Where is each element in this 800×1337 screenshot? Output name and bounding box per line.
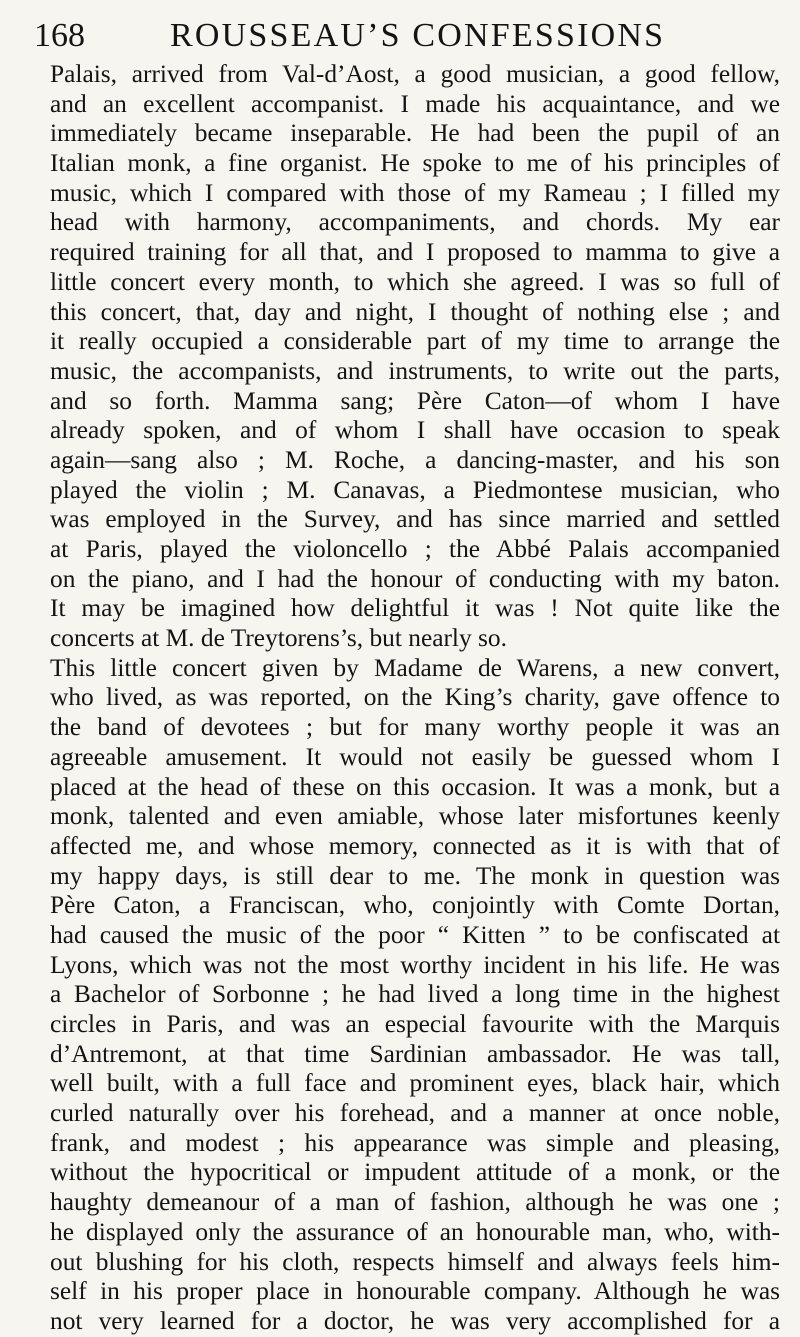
text-line: was employed in the Survey, and has since married and settled: [50, 505, 780, 534]
text-line: self in his proper place in honourable company. Although he was: [50, 1277, 780, 1306]
text-line: Lyons, which was not the most worthy incident in his life. He was: [50, 950, 780, 979]
text-line: well built, with a full face and prominent eyes, black hair, which: [50, 1069, 780, 1098]
text-line: Italian monk, a fine organist. He spoke to me of his principles of: [50, 149, 780, 178]
text-line: concerts at M. de Treytorens’s, but nearly so.: [50, 624, 507, 653]
body-text: [50, 60, 780, 1337]
text-line: the band of devotees ; but for many worthy people it was an: [50, 713, 780, 742]
text-line: placed at the head of these on this occasion. It was a monk, but a: [50, 772, 780, 801]
text-line: Palais, arrived from Val-d’Aost, a good musician, a good fellow,: [50, 60, 780, 88]
text-line: haughty demeanour of a man of fashion, although he was one ;: [50, 1188, 780, 1217]
text-line: curled naturally over his forehead, and a manner at once noble,: [50, 1099, 780, 1128]
page-number: 168: [34, 17, 85, 54]
text-line: agreeable amusement. It would not easily be guessed whom I: [50, 742, 780, 771]
text-line: without the hypocritical or impudent attitude of a monk, or the: [50, 1158, 780, 1187]
text-line: head with harmony, accompaniments, and chords. My ear: [50, 208, 780, 237]
text-line: not very learned for a doctor, he was very accomplished for a: [50, 1306, 780, 1335]
text-line: immediately became inseparable. He had been the pupil of an: [50, 119, 780, 148]
page-header: [34, 16, 774, 56]
text-line: already spoken, and of whom I shall have occasion to speak: [50, 416, 780, 445]
text-line: affected me, and whose memory, connected as it is with that of: [50, 831, 780, 860]
text-line: this concert, that, day and night, I thought of nothing else ; and: [50, 297, 780, 326]
text-line: d’Antremont, at that time Sardinian ambassador. He was tall,: [50, 1039, 780, 1068]
text-line: monk, talented and even amiable, whose later misfortunes keenly: [50, 802, 780, 831]
text-line: It may be imagined how delightful it was ! Not quite like the: [50, 594, 780, 623]
running-head: ROUSSEAU’S CONFESSIONS: [170, 17, 666, 54]
text-line: on the piano, and I had the honour of conducting with my baton.: [50, 564, 780, 593]
text-line: a Bachelor of Sorbonne ; he had lived a long time in the highest: [50, 980, 780, 1009]
text-line: and so forth. Mamma sang; Père Caton—of whom I have: [50, 386, 780, 415]
text-line: music, the accompanists, and instruments, to write out the parts,: [50, 356, 780, 385]
text-line: again—sang also ; M. Roche, a dancing-master, and his son: [50, 445, 780, 474]
text-line: my happy days, is still dear to me. The monk in question was: [50, 861, 780, 890]
text-line: it really occupied a considerable part of my time to arrange the: [50, 327, 780, 356]
text-line: played the violin ; M. Canavas, a Piedmontese musician, who: [50, 475, 780, 504]
text-line: music, which I compared with those of my Rameau ; I filled my: [50, 178, 780, 207]
text-line: who lived, as was reported, on the King’s charity, gave offence to: [50, 683, 780, 712]
text-line: little concert every month, to which she agreed. I was so full of: [50, 267, 780, 296]
text-line: he displayed only the assurance of an honourable man, who, with-: [50, 1217, 780, 1246]
text-line: and an excellent accompanist. I made his acquaintance, and we: [50, 89, 780, 118]
text-line: Père Caton, a Franciscan, who, conjointly with Comte Dortan,: [50, 891, 780, 920]
text-line: circles in Paris, and was an especial favourite with the Marquis: [50, 1010, 780, 1038]
text-line: out blushing for his cloth, respects himself and always feels him-: [50, 1247, 780, 1276]
text-line: at Paris, played the violoncello ; the Abbé Palais accompanied: [50, 535, 780, 563]
text-line: required training for all that, and I proposed to mamma to give a: [50, 238, 780, 267]
text-line: This little concert given by Madame de Warens, a new convert,: [50, 653, 780, 682]
text-line: had caused the music of the poor “ Kitten ” to be confiscated at: [50, 920, 780, 949]
text-line: frank, and modest ; his appearance was simple and pleasing,: [50, 1128, 780, 1157]
